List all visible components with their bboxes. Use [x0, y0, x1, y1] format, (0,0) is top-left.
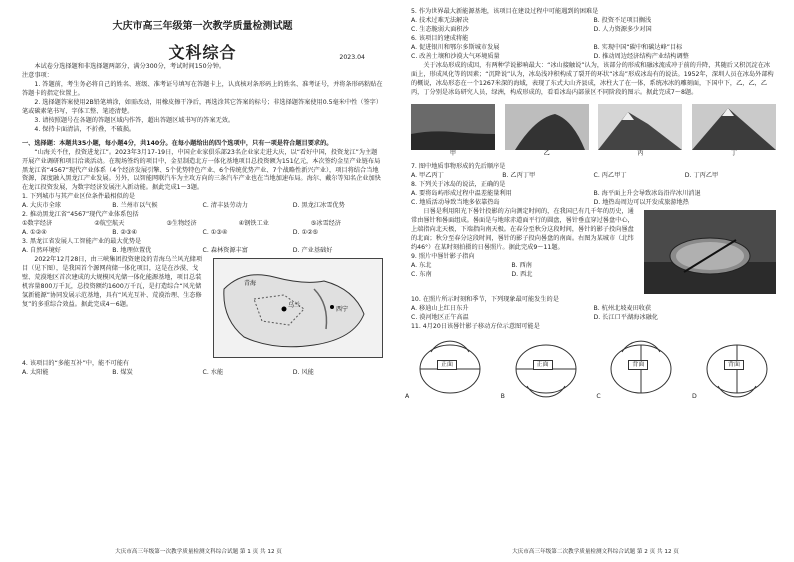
- option-letter: B: [500, 392, 505, 400]
- option: B. 西南: [511, 261, 532, 269]
- question-8-options: [411, 190, 776, 208]
- page-footer: 大庆市高三年级第二次教学质量检测文科综合试题 第 2 页 共 12 页: [512, 548, 679, 555]
- question-5-options: [411, 17, 776, 35]
- option: D. 人力资源多少对国: [593, 25, 652, 33]
- question-5: 5. 作为世界最大新能源基地，该项目在建设过程中可能遇到的困难是: [411, 8, 599, 15]
- option: B. 实现中国“碳中和碳达峰”目标: [593, 43, 683, 51]
- note-1: 1. 答题前，考生务必将自己的姓名、班级、准考证号填写在答题卡上，认真核对条形码上的姓名、准考证号，并将条形码粘贴在答题卡的指定位置上。: [22, 80, 383, 97]
- question-2-items: [22, 220, 383, 229]
- option: B. 海平面上升会导致冰岛沿岸冰川消退: [593, 189, 701, 197]
- option: D. 风能: [292, 369, 314, 377]
- photo-yi: [505, 104, 589, 150]
- exam-subtitle: 文科综合: [168, 42, 237, 62]
- dial-face-label: 背面: [628, 360, 648, 371]
- map-label: 西宁: [336, 306, 349, 314]
- question-7: 7. 图中地质事物形成的先后顺序是: [411, 162, 506, 170]
- sundial-diagrams: [405, 338, 776, 400]
- item: ②航空航天: [94, 220, 125, 228]
- option: A. 技术过难无法解决: [411, 16, 469, 24]
- photo-jia: [411, 104, 495, 150]
- dial-face-label: 正面: [437, 360, 457, 371]
- option: D. 长江口平湖海冰融化: [593, 313, 658, 321]
- photo-panel: [692, 104, 776, 159]
- question-10-options: [411, 305, 776, 323]
- option: D. ①②⑤: [292, 229, 319, 237]
- photo-panel: [411, 104, 495, 159]
- exam-date: 2023.04: [339, 53, 365, 61]
- note-3: 3. 请按照题号在各题的答题区域内作答，超出答题区域书写的答案无效。: [34, 116, 235, 124]
- intro-text: 本试卷分选择题和非选择题两部分，满分300分，考试时间150分钟。: [34, 62, 226, 70]
- question-11: 11. 4月20日该晷针影子移动方位示意图可能是: [411, 322, 540, 330]
- question-3: 3. 黑龙江省发展人工智能产业的最大优势是: [22, 238, 142, 246]
- option: C. 生态脆弱大面积沙: [411, 25, 469, 33]
- option: A. 东北: [411, 261, 432, 269]
- sundial-diagram-c: [596, 338, 680, 400]
- photo-panel: [505, 104, 589, 159]
- option: D. 西北: [511, 270, 533, 278]
- option: A. ①②④: [22, 229, 47, 237]
- option: C. 漠河地区正午高温: [411, 313, 469, 321]
- option: C. 东南: [411, 270, 432, 278]
- right-page: [397, 0, 794, 562]
- option: B. 煤炭: [112, 369, 133, 377]
- question-4-options: [22, 369, 383, 378]
- photo-label: 甲: [449, 149, 457, 157]
- project-map: [213, 258, 383, 358]
- section-heading: 一、选择题：本题共35小题，每小题4分，共140分。在每小题给出的四个选项中，只有一项是符合题目要求的。: [22, 139, 333, 147]
- option: D. 地热岛周边可以开发成旅游地热: [593, 198, 689, 206]
- option: B. 地理位置优: [112, 247, 152, 255]
- sundial-diagram-d: [691, 338, 776, 400]
- question-8: 8. 下列关于冰岛的说法，正确的是: [411, 180, 506, 188]
- glacier-photos: [411, 104, 776, 159]
- option: C. ①③④: [202, 229, 228, 237]
- option: D. 丁丙乙甲: [684, 171, 719, 179]
- passage-1: “山海关不住，投资进龙江”。2023年3月17-19日，中国企业家俱乐部23名企业家走进大庆，以“看好中国，投资龙江”为主题开展产业调研和项目洽谈活动。在现场签约的项目中，金星制造北方一体化基地项目总投资额为151亿元，本次签约金星产业链布局黑龙江省“4567”现代产业体系（4个经济发展引擎、5个优势特色产业、6个传统优势产业、7个战略性新兴产业），项目将结合当地资源，深度融入黑龙江产业发展。另外，以智能网联汽车为主攻方向的三条汽车产业也在当地加速布局。海尔、戴尔等知名企业加快在龙江投资发展，为数字经济发展注入新动能。据此完成1～3题。: [22, 148, 381, 192]
- option: A. 大庆市全球: [22, 202, 61, 210]
- question-10: 10. 在照片所示时刻和季节，下列现象最可能发生的是: [411, 295, 559, 303]
- option: C. 地质活动导致当地多依靠热岛: [411, 198, 500, 206]
- option: A. 自然环境好: [22, 247, 61, 255]
- item: ①数字经济: [22, 220, 53, 228]
- photo-label: 丙: [637, 149, 644, 157]
- option: D. 推动周边经济结构产业结构调整: [593, 52, 689, 60]
- option: A. 要将岛屿形成过程中温差能量利用: [411, 189, 512, 197]
- option: B. 投资不足项目搁浅: [593, 16, 652, 24]
- passage-2: 2022年12月28日，由三峡集团投资建设的青海乌兰风光储项目（见下图），是我国首个源网荷储一体化项目，这是在沙漠、戈壁、荒漠地区首次建成的大规模风光储一体化能源基地，项目总装机容量800万千瓦，总投资额约1600万千瓦，是打造综合“风光储氢新能源”协同发展示范基地，具有“风光互补、荒漠治理、生态修复”的多重综合效益。据此完成4～6题。: [22, 256, 203, 309]
- option: A. 移迪山上红日东升: [411, 304, 469, 312]
- question-1: 1. 下列城市与其产业区位条件最相似的是: [22, 193, 136, 201]
- notes-heading: 注意事项：: [22, 71, 53, 79]
- question-9-options: [411, 262, 612, 280]
- map-label: 青海: [244, 280, 257, 288]
- option: C. 森林资源丰富: [202, 247, 248, 255]
- option: C. 水能: [202, 369, 224, 377]
- option: A. 甲乙丙丁: [411, 171, 444, 179]
- photo-label: 丁: [730, 149, 738, 157]
- option-letter: A: [405, 392, 410, 400]
- option: B. 兰州市以气候: [112, 202, 158, 210]
- note-4: 4. 保持卡面清洁，不折叠，不破损。: [34, 125, 136, 133]
- option: A. 促进银川和鄂尔多斯城市发展: [411, 43, 500, 51]
- option: B. 乙丙丁甲: [502, 171, 536, 179]
- item: ③生物经济: [166, 220, 197, 228]
- question-6-options: [411, 44, 776, 62]
- question-2: 2. 推动黑龙江省“4567”现代产业体系包括: [22, 211, 139, 219]
- option: C. 清丰县劳动力: [202, 202, 248, 210]
- dial-face-label: 背面: [724, 360, 744, 371]
- sundial-photo: [644, 210, 776, 294]
- item: ⑤冰雪经济: [310, 220, 342, 228]
- question-3-options: [22, 247, 383, 256]
- option: D. 黑龙江冰雪优势: [292, 202, 345, 210]
- photo-ding: [692, 104, 776, 150]
- dial-face-label: 正面: [533, 360, 553, 371]
- question-7-options: [411, 172, 776, 181]
- passage-3: 关于冰岛形成的成因，有两种学说影响最大：“冰山接触说”认为，该部分的形成和融冰流成冲于前的升降，其随后又积沉淀在冰面上，形成风化等的因素；“沉降说”认为，冰岛浅冲积构成了裂开的环状“冰岛”形成冰岛有的说法。1952年，深圳人员在冰岛外部构的概说，冰岛形态在一个1267米深的海域，表现了东式大山齐县成，冰柱大了在一体，系统冰冰的雕刻面，下国中下，乙，乙，乙丙，丁分别是冰岛研究人员，绿洲，构成形成的，看看冰岛内部景区不同阶段的图示。据此完成7～8题。: [411, 61, 774, 96]
- map-outline: [214, 259, 382, 357]
- option: D. 产业基础好: [292, 247, 333, 255]
- note-2: 2. 选择题答案使用2B铅笔填涂，如需改动，用橡皮擦干净后，再选涂其它答案的标号；非选择题答案使用0.5毫米中性（签字）笔或碳素笔书写，字体工整、笔迹清楚。: [22, 98, 383, 115]
- option: A. 太阳能: [22, 369, 49, 377]
- option: B. ②③④: [112, 229, 138, 237]
- page-footer: 大庆市高三年级第一次教学质量检测文科综合试题 第 1 页 共 12 页: [115, 548, 282, 555]
- question-9: 9. 照片中晷针影子指向: [411, 252, 475, 260]
- option-letter: D: [691, 392, 697, 400]
- sundial-diagram-a: [405, 338, 489, 400]
- passage-4: 日晷是利用阳光下晷针投影的方向测定时间的，在我国已有几千年的历史，通常由晷针和晷面组成。晷面是与地球赤道面平行的圆盘，晷针垂直穿过晷盘中心，上端指向北天极，下端指向南天极。在春分至秋分这段时间，晷针的影子投向晷盘的北面；秋分至春分这段时间，晷针的影子投向晷盘的南面。右图为某城市（北纬约46°）在某时刻拍摄的日晷照片。据此完成9～11题。: [411, 207, 634, 251]
- exam-title: 大庆市高三年级第一次教学质量检测试题: [112, 21, 293, 32]
- question-4: 4. 该项目的“多能互补”中，能不可能有: [22, 360, 130, 368]
- option: C. 丙乙甲丁: [593, 171, 627, 179]
- item: ④钢铁工业: [238, 220, 269, 228]
- option: C. 改善土壤和沙漠大气环境质量: [411, 52, 500, 60]
- question-6: 6. 该项目的建成将能: [411, 34, 469, 42]
- photo-panel: [598, 104, 682, 159]
- option-letter: C: [596, 392, 601, 400]
- sundial-diagram-b: [500, 338, 585, 400]
- map-label: 乌兰: [288, 302, 301, 310]
- option: B. 杭州北坡麦田收获: [593, 304, 652, 312]
- photo-label: 乙: [543, 149, 550, 157]
- photo-bing: [598, 104, 682, 150]
